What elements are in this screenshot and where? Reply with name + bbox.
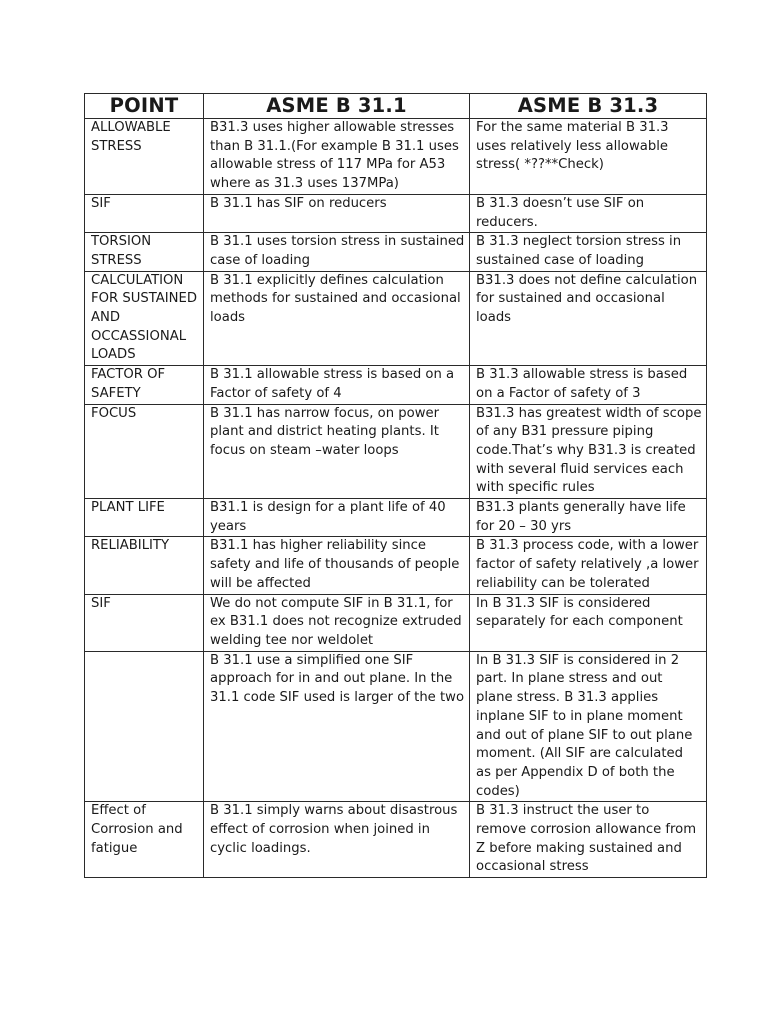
table-row: [85, 271, 707, 366]
comparison-table: [84, 93, 707, 878]
b31-3-cell: B 31.3 instruct the user to remove corrosion allowance from Z before making sustained and occasional stress: [470, 802, 707, 878]
table-row: [85, 233, 707, 271]
table-header: [85, 94, 707, 119]
b31-3-cell: In B 31.3 SIF is considered in 2 part. In plane stress and out plane stress. B 31.3 applies inplane SIF to in plane moment and out of plane SIF to out plane moment. (All SIF are calculated as per Appendix D of both the codes): [470, 651, 707, 802]
point-cell: [85, 651, 204, 802]
point-cell: SIF: [85, 194, 204, 232]
table-row: [85, 651, 707, 802]
table-body: [85, 119, 707, 878]
table-row: [85, 194, 707, 232]
b31-3-cell: B 31.3 process code, with a lower factor of safety relatively ,a lower reliability can be tolerated: [470, 537, 707, 594]
point-cell: Effect of Corrosion and fatigue: [85, 802, 204, 878]
header-point: POINT: [85, 94, 204, 119]
b31-3-cell: B31.3 has greatest width of scope of any B31 pressure piping code.That’s why B31.3 is created with several fluid services each with specific rules: [470, 404, 707, 499]
b31-3-cell: B 31.3 allowable stress is based on a Factor of safety of 3: [470, 366, 707, 404]
header-row: [85, 94, 707, 119]
b31-3-cell: B31.3 plants generally have life for 20 – 30 yrs: [470, 499, 707, 537]
table-row: [85, 594, 707, 651]
b31-1-cell: B31.1 has higher reliability since safety and life of thousands of people will be affected: [204, 537, 470, 594]
b31-1-cell: We do not compute SIF in B 31.1, for ex B31.1 does not recognize extruded welding tee nor weldolet: [204, 594, 470, 651]
b31-3-cell: B 31.3 neglect torsion stress in sustained case of loading: [470, 233, 707, 271]
b31-3-cell: B 31.3 doesn’t use SIF on reducers.: [470, 194, 707, 232]
point-cell: CALCULATION FOR SUSTAINED AND OCCASSIONAL LOADS: [85, 271, 204, 366]
b31-3-cell: B31.3 does not define calculation for sustained and occasional loads: [470, 271, 707, 366]
point-cell: TORSION STRESS: [85, 233, 204, 271]
header-asme-b31-3: ASME B 31.3: [470, 94, 707, 119]
b31-3-cell: In B 31.3 SIF is considered separately for each component: [470, 594, 707, 651]
point-cell: SIF: [85, 594, 204, 651]
b31-1-cell: B31.3 uses higher allowable stresses than B 31.1.(For example B 31.1 uses allowable stress of 117 MPa for A53 where as 31.3 uses 137MPa): [204, 119, 470, 195]
point-cell: ALLOWABLE STRESS: [85, 119, 204, 195]
table-row: [85, 119, 707, 195]
b31-1-cell: B 31.1 simply warns about disastrous effect of corrosion when joined in cyclic loadings.: [204, 802, 470, 878]
b31-1-cell: B31.1 is design for a plant life of 40 years: [204, 499, 470, 537]
b31-1-cell: B 31.1 allowable stress is based on a Factor of safety of 4: [204, 366, 470, 404]
table-row: [85, 537, 707, 594]
b31-1-cell: B 31.1 has narrow focus, on power plant and district heating plants. It focus on steam –water loops: [204, 404, 470, 499]
b31-1-cell: B 31.1 uses torsion stress in sustained case of loading: [204, 233, 470, 271]
point-cell: FACTOR OF SAFETY: [85, 366, 204, 404]
b31-1-cell: B 31.1 use a simplified one SIF approach for in and out plane. In the 31.1 code SIF used is larger of the two: [204, 651, 470, 802]
b31-1-cell: B 31.1 has SIF on reducers: [204, 194, 470, 232]
table-row: [85, 366, 707, 404]
b31-1-cell: B 31.1 explicitly defines calculation methods for sustained and occasional loads: [204, 271, 470, 366]
point-cell: PLANT LIFE: [85, 499, 204, 537]
point-cell: RELIABILITY: [85, 537, 204, 594]
point-cell: FOCUS: [85, 404, 204, 499]
b31-3-cell: For the same material B 31.3 uses relatively less allowable stress( *??**Check): [470, 119, 707, 195]
header-asme-b31-1: ASME B 31.1: [204, 94, 470, 119]
table-row: [85, 802, 707, 878]
table-row: [85, 499, 707, 537]
table-row: [85, 404, 707, 499]
